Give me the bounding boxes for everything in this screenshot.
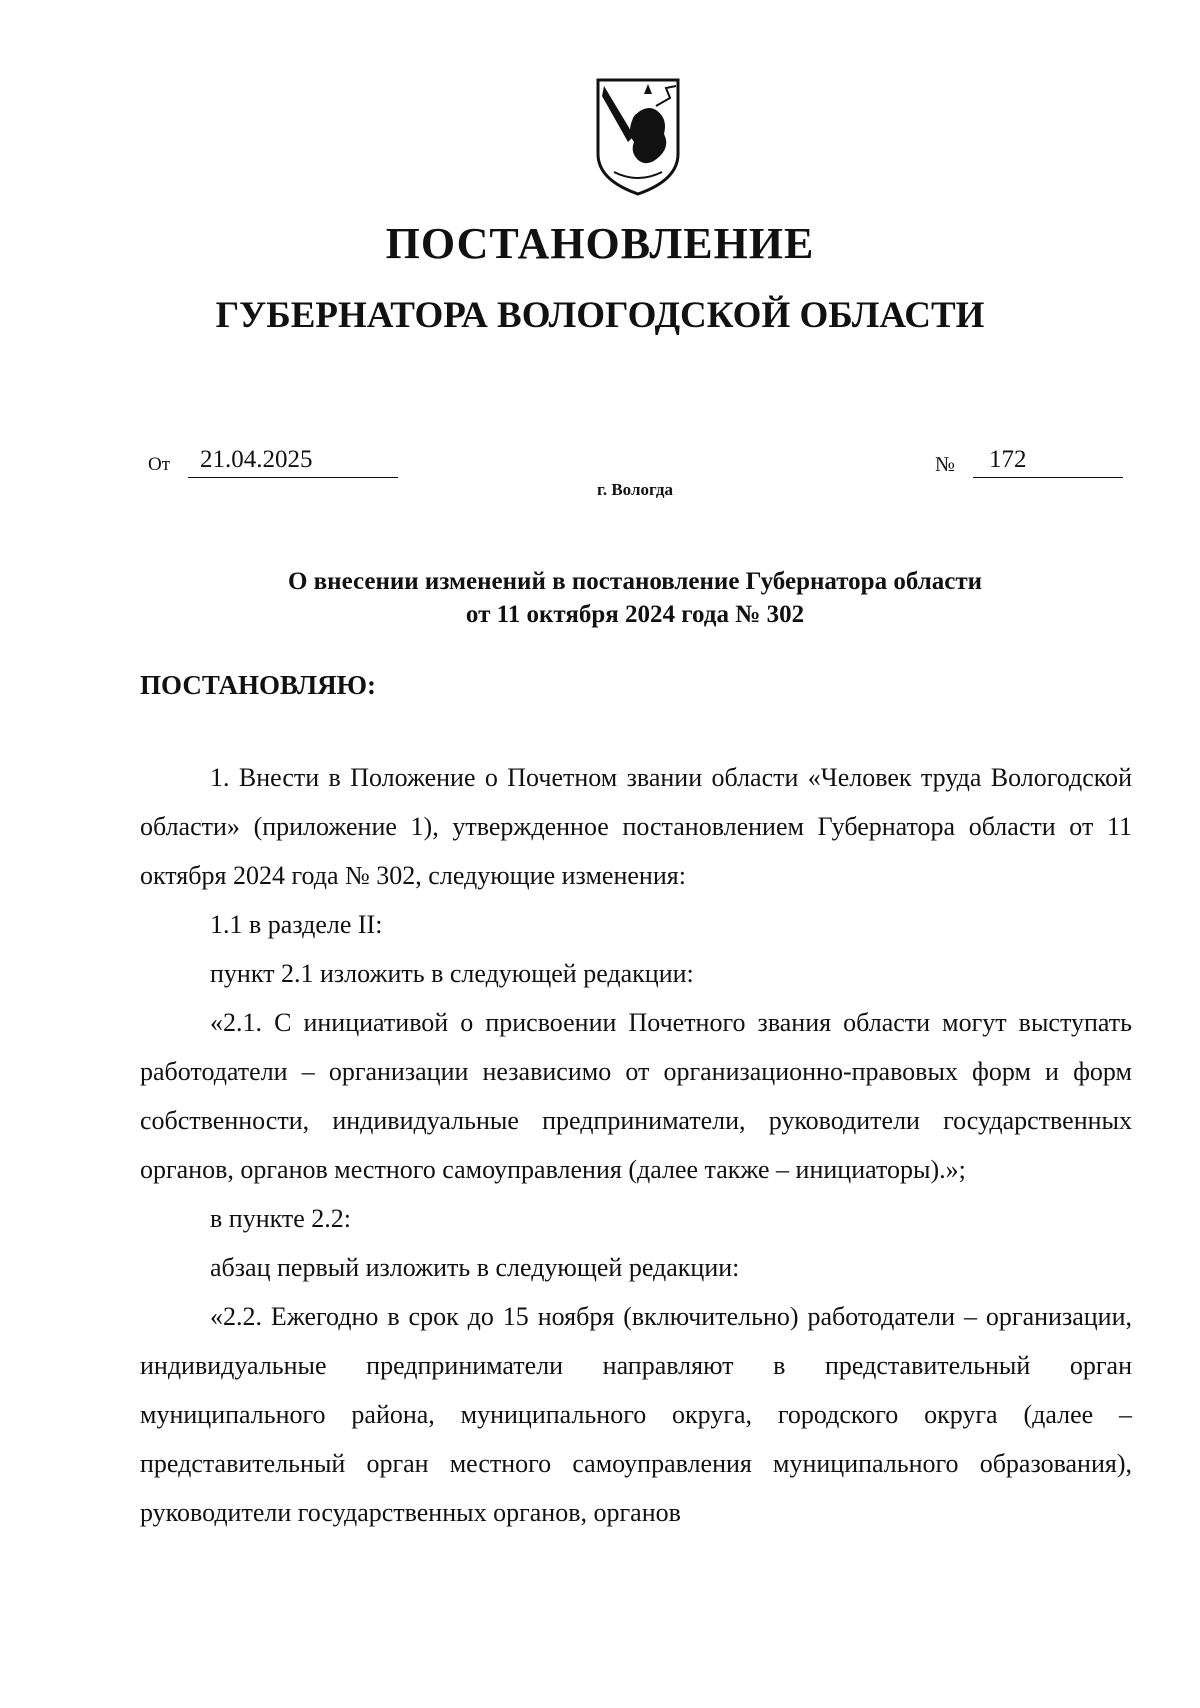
subject-line-2: от 11 октября 2024 года № 302: [465, 601, 805, 628]
subject-line-1: О внесении изменений в постановление Губернатора области: [287, 568, 983, 595]
document-body: [140, 753, 1132, 1537]
document-date: 21.04.2025: [188, 446, 398, 478]
vologda-coat-of-arms-icon: [594, 76, 682, 198]
paragraph: абзац первый изложить в следующей редакции:: [210, 1253, 740, 1282]
decree-word: ПОСТАНОВЛЯЮ:: [140, 670, 376, 700]
document-title: ПОСТАНОВЛЕНИЕ: [385, 219, 815, 268]
paragraph: 1. Внести в Положение о Почетном звании области «Человек труда Вологодской области» (приложение 1), утвержденное постановлением Губернатора области от 11 октября 2024 года № 302, следующие изменения:: [140, 763, 1132, 890]
document-subtitle: ГУБЕРНАТОРА ВОЛОГОДСКОЙ ОБЛАСТИ: [215, 295, 985, 336]
document-subject: [0, 565, 1200, 631]
paragraph: пункт 2.1 изложить в следующей редакции:: [210, 959, 694, 988]
number-prefix: №: [935, 452, 956, 476]
city-label: г. Вологда: [597, 480, 673, 499]
date-prefix: От: [148, 454, 171, 475]
document-number: 172: [973, 446, 1123, 478]
paragraph: 1.1 в разделе II:: [210, 910, 383, 939]
paragraph: в пункте 2.2:: [210, 1204, 352, 1233]
paragraph: «2.2. Ежегодно в срок до 15 ноября (включительно) работодатели – организации, индивидуальные предприниматели направляют в представительный орган муниципального района, муниципального округа, городского округа (далее – представительный орган местного самоуправления муниципального образования), руководители государственных органов, органов: [140, 1302, 1132, 1527]
paragraph: «2.1. С инициативой о присвоении Почетного звания области могут выступать работодатели – организации независимо от организационно-правовых форм и форм собственности, индивидуальные предприниматели, руководители государственных органов, органов местного самоуправления (далее также – инициаторы).»;: [140, 1008, 1132, 1184]
